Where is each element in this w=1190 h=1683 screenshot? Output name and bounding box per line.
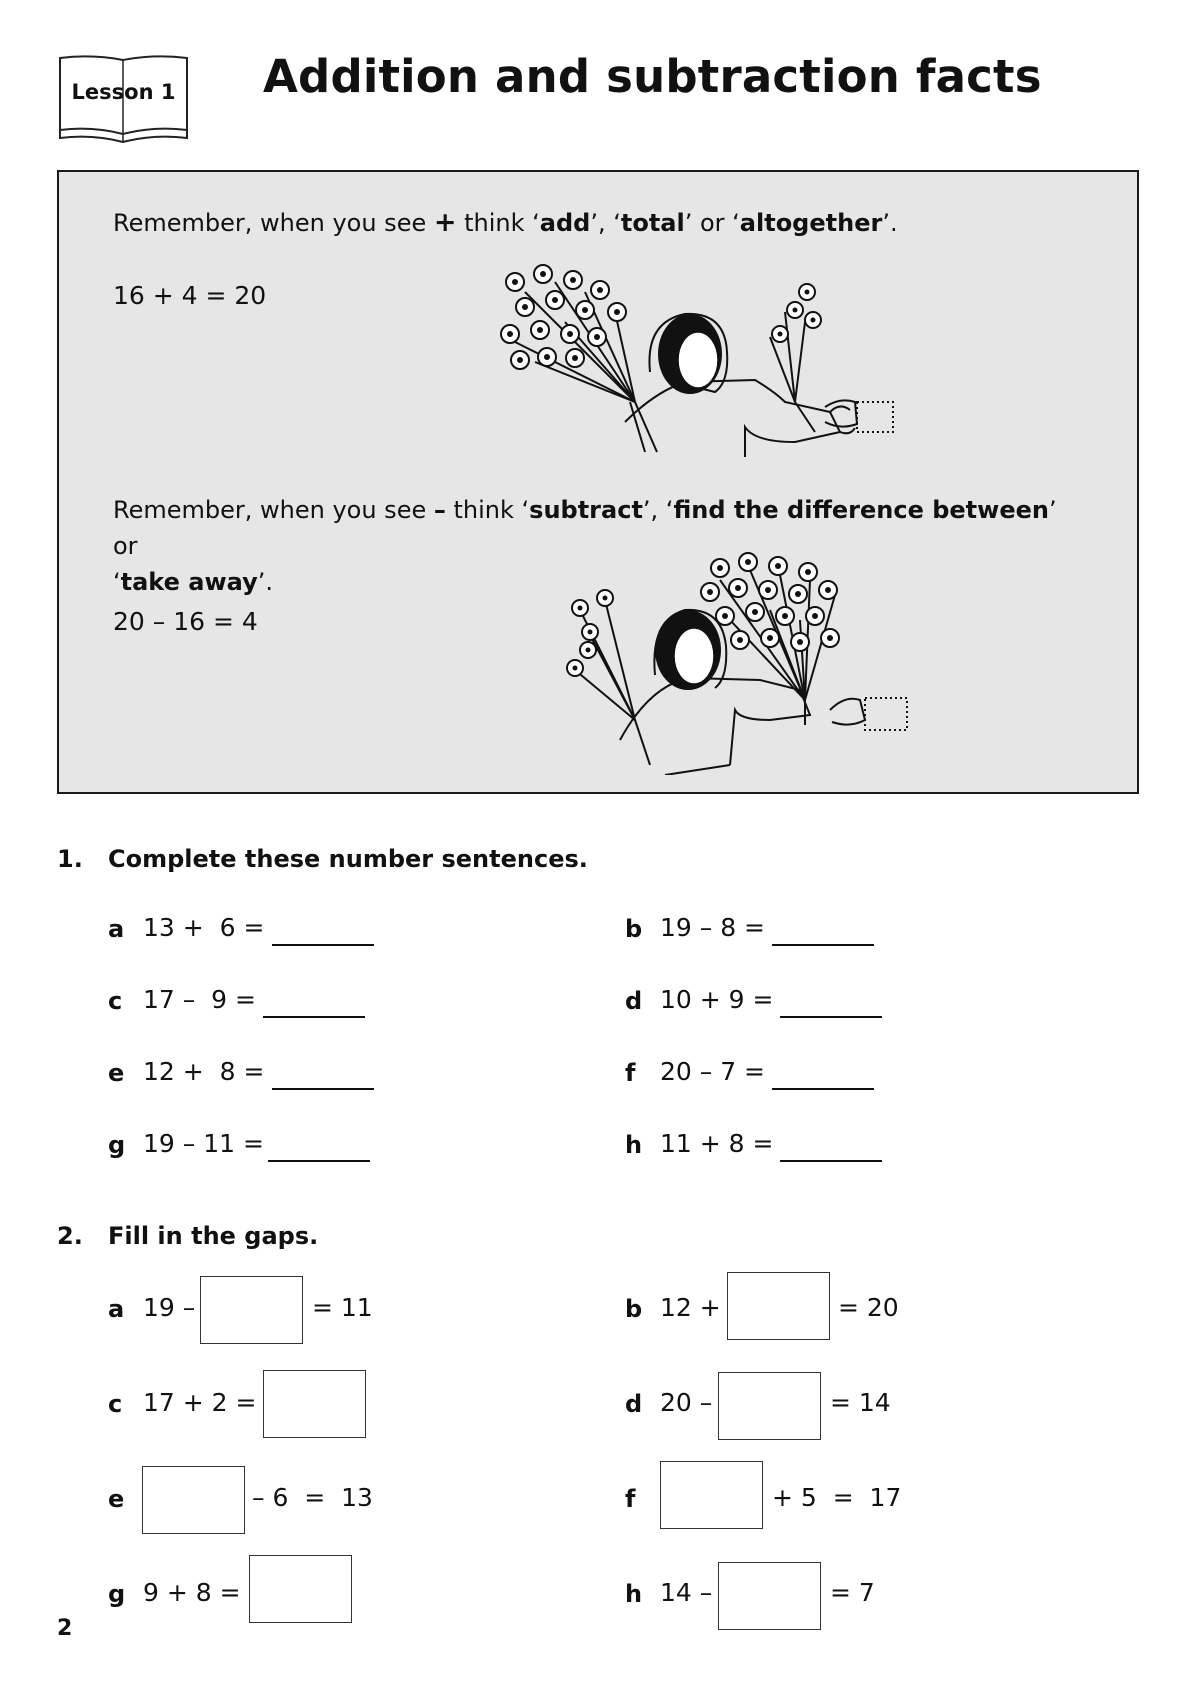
q1-item-letter: g <box>108 1131 126 1159</box>
q2-gap-box[interactable] <box>263 1370 366 1438</box>
q1-answer-line[interactable] <box>780 1016 882 1018</box>
q1-item-letter: f <box>625 1059 636 1087</box>
q2-item-before: 14 – <box>660 1578 713 1607</box>
q2-gap-box[interactable] <box>660 1461 763 1529</box>
girl-with-flowers-illustration <box>495 252 915 460</box>
q1-item-expression: 11 + 8 = <box>660 1129 774 1158</box>
q2-item-after: = 11 <box>312 1293 373 1322</box>
addition-reminder: Remember, when you see + think ‘add’, ‘total’ or ‘altogether’. <box>113 207 898 238</box>
subtraction-example: 20 – 16 = 4 <box>113 607 258 636</box>
q1-item-letter: c <box>108 987 123 1015</box>
q2-gap-box[interactable] <box>200 1276 303 1344</box>
page-title: Addition and subtraction facts <box>263 50 1042 103</box>
q1-answer-line[interactable] <box>772 1088 874 1090</box>
q1-answer-line[interactable] <box>268 1160 370 1162</box>
q2-item-letter: a <box>108 1295 125 1323</box>
q2-item-letter: f <box>625 1485 636 1513</box>
question-2-heading: Fill in the gaps. <box>108 1222 319 1250</box>
q2-item-before: 17 + 2 = <box>143 1388 257 1417</box>
q2-item-before: 9 + 8 = <box>143 1578 241 1607</box>
q2-item-letter: h <box>625 1580 643 1608</box>
q1-item-letter: d <box>625 987 643 1015</box>
q2-item-after: = 14 <box>830 1388 891 1417</box>
question-2-number: 2. <box>57 1222 83 1250</box>
q2-item-before: 20 – <box>660 1388 713 1417</box>
q2-gap-box[interactable] <box>718 1562 821 1630</box>
q1-item-expression: 19 – 8 = <box>660 913 766 942</box>
q2-item-letter: g <box>108 1580 126 1608</box>
q2-gap-box[interactable] <box>249 1555 352 1623</box>
girl-giving-flowers-illustration <box>560 550 930 775</box>
q1-item-expression: 10 + 9 = <box>660 985 774 1014</box>
q1-answer-line[interactable] <box>272 1088 374 1090</box>
subtraction-reminder: Remember, when you see – think ‘subtract’, ‘find the difference between’ or ‘take away’. <box>113 496 1057 596</box>
q2-item-after: + 5 = 17 <box>772 1483 902 1512</box>
q1-answer-line[interactable] <box>272 944 374 946</box>
q2-gap-box[interactable] <box>718 1372 821 1440</box>
q1-item-letter: e <box>108 1059 125 1087</box>
addition-example: 16 + 4 = 20 <box>113 281 267 310</box>
q1-item-letter: b <box>625 915 643 943</box>
q2-item-after: = 7 <box>830 1578 875 1607</box>
q2-item-letter: c <box>108 1390 123 1418</box>
question-1-heading: Complete these number sentences. <box>108 845 588 873</box>
q1-answer-line[interactable] <box>263 1016 365 1018</box>
q2-gap-box[interactable] <box>142 1466 245 1534</box>
q2-item-before: 19 – <box>143 1293 196 1322</box>
q2-item-after: = 20 <box>838 1293 899 1322</box>
question-1-number: 1. <box>57 845 83 873</box>
q2-item-before: 12 + <box>660 1293 721 1322</box>
q2-item-letter: e <box>108 1485 125 1513</box>
q2-item-letter: b <box>625 1295 643 1323</box>
q1-item-letter: h <box>625 1131 643 1159</box>
q2-gap-box[interactable] <box>727 1272 830 1340</box>
q1-item-expression: 12 + 8 = <box>143 1057 265 1086</box>
lesson-label: Lesson 1 <box>71 80 176 104</box>
q2-item-after: – 6 = 13 <box>252 1483 373 1512</box>
q1-item-expression: 20 – 7 = <box>660 1057 766 1086</box>
q1-item-expression: 13 + 6 = <box>143 913 265 942</box>
page-number: 2 <box>57 1616 73 1641</box>
q1-item-expression: 17 – 9 = <box>143 985 256 1014</box>
q1-answer-line[interactable] <box>780 1160 882 1162</box>
q2-item-letter: d <box>625 1390 643 1418</box>
q1-answer-line[interactable] <box>772 944 874 946</box>
q1-item-letter: a <box>108 915 125 943</box>
q1-item-expression: 19 – 11 = <box>143 1129 264 1158</box>
